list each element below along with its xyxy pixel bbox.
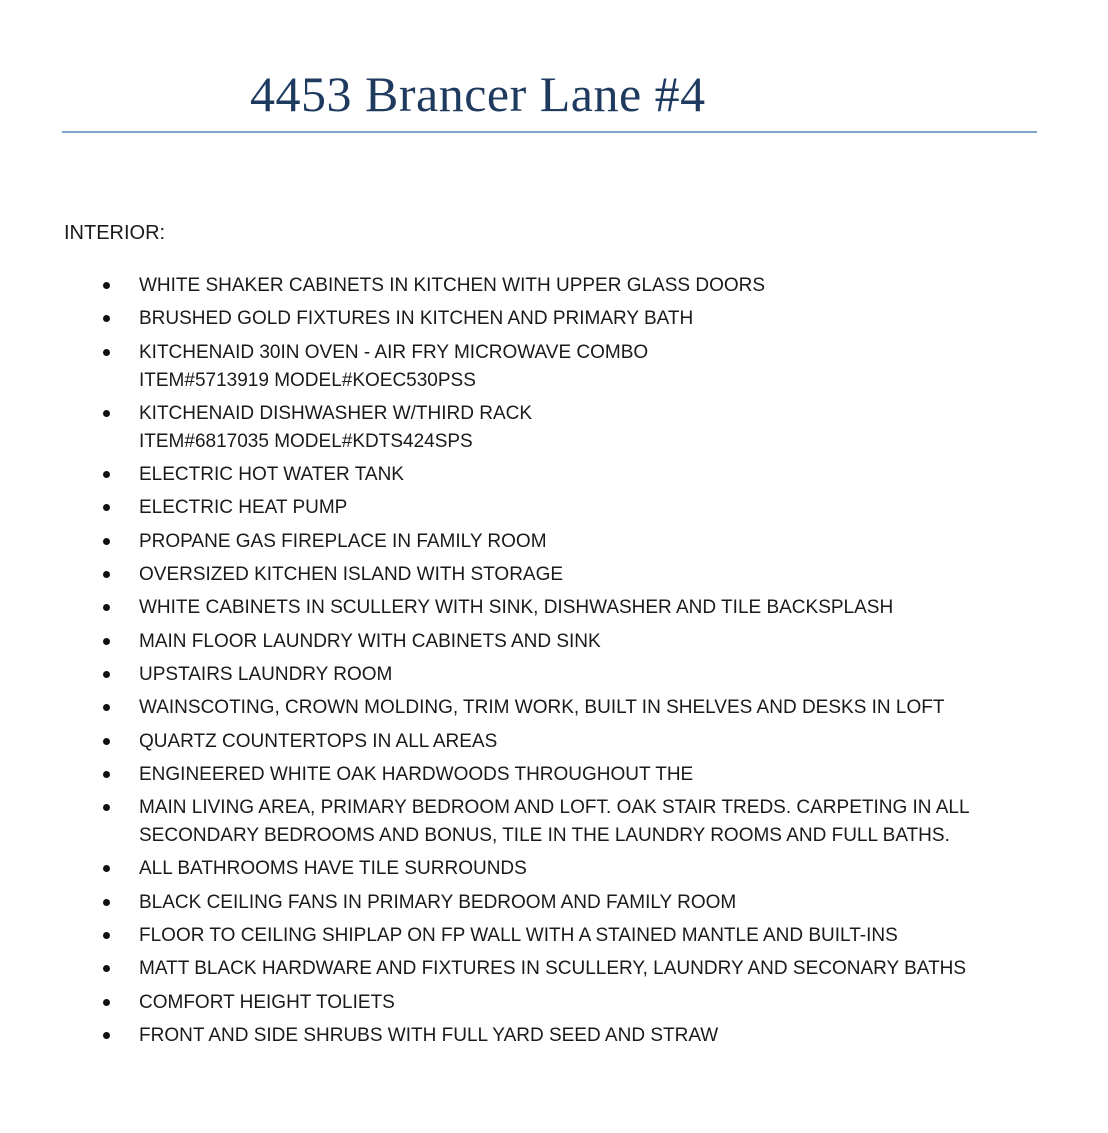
feature-text: OVERSIZED KITCHEN ISLAND WITH STORAGE — [139, 564, 564, 586]
feature-text: KITCHENAID DISHWASHER W/THIRD RACK — [139, 402, 533, 424]
feature-text: SECONDARY BEDROOMS AND BONUS, TILE IN THE LAUNDRY ROOMS AND FULL BATHS. — [139, 825, 950, 847]
feature-text: UPSTAIRS LAUNDRY ROOM — [139, 663, 393, 685]
feature-list-item — [0, 528, 1108, 556]
feature-text: KITCHENAID 30IN OVEN - AIR FRY MICROWAVE COMBO — [139, 341, 649, 363]
feature-text: QUARTZ COUNTERTOPS IN ALL AREAS — [139, 730, 498, 752]
feature-list-item — [0, 1022, 1108, 1050]
feature-text: BLACK CEILING FANS IN PRIMARY BEDROOM AND FAMILY ROOM — [139, 891, 737, 913]
feature-text: MAIN LIVING AREA, PRIMARY BEDROOM AND LOFT. OAK STAIR TREDS. CARPETING IN ALL — [139, 797, 970, 819]
feature-text: WAINSCOTING, CROWN MOLDING, TRIM WORK, BUILT IN SHELVES AND DESKS IN LOFT — [139, 697, 945, 719]
feature-list-item — [0, 761, 1108, 789]
feature-text: ITEM#6817035 MODEL#KDTS424SPS — [139, 430, 473, 452]
feature-list-item — [0, 855, 1108, 883]
feature-text: FLOOR TO CEILING SHIPLAP ON FP WALL WITH A STAINED MANTLE AND BUILT-INS — [139, 925, 898, 947]
feature-list-item — [0, 661, 1108, 689]
feature-text: ALL BATHROOMS HAVE TILE SURROUNDS — [139, 858, 527, 880]
section-heading-interior: INTERIOR: — [64, 222, 166, 244]
feature-list-item — [0, 494, 1108, 522]
feature-text: WHITE CABINETS IN SCULLERY WITH SINK, DISHWASHER AND TILE BACKSPLASH — [139, 597, 894, 619]
feature-list-item — [0, 628, 1108, 656]
feature-text: ELECTRIC HEAT PUMP — [139, 497, 348, 519]
feature-list-item — [0, 728, 1108, 756]
feature-list-item — [0, 989, 1108, 1017]
feature-list-item — [0, 461, 1108, 489]
feature-list-item — [0, 794, 1108, 850]
feature-list-item — [0, 561, 1108, 589]
feature-list-item — [0, 889, 1108, 917]
document-title: 4453 Brancer Lane #4 — [250, 66, 706, 122]
feature-text: FRONT AND SIDE SHRUBS WITH FULL YARD SEED AND STRAW — [139, 1024, 719, 1046]
feature-list-item — [0, 305, 1108, 333]
feature-list-item — [0, 594, 1108, 622]
feature-text: ITEM#5713919 MODEL#KOEC530PSS — [139, 369, 476, 391]
feature-list-item — [0, 339, 1108, 395]
title-underline — [62, 131, 1037, 133]
feature-text: MAIN FLOOR LAUNDRY WITH CABINETS AND SINK — [139, 630, 601, 652]
feature-list-item — [0, 272, 1108, 300]
feature-list-item — [0, 955, 1108, 983]
feature-list-item — [0, 400, 1108, 456]
feature-text: PROPANE GAS FIREPLACE IN FAMILY ROOM — [139, 530, 547, 552]
feature-text: BRUSHED GOLD FIXTURES IN KITCHEN AND PRIMARY BATH — [139, 308, 694, 330]
feature-text: COMFORT HEIGHT TOLIETS — [139, 991, 395, 1013]
feature-text: MATT BLACK HARDWARE AND FIXTURES IN SCULLERY, LAUNDRY AND SECONARY BATHS — [139, 958, 967, 980]
feature-list-item — [0, 922, 1108, 950]
feature-text: WHITE SHAKER CABINETS IN KITCHEN WITH UPPER GLASS DOORS — [139, 275, 766, 296]
feature-list-item — [0, 694, 1108, 722]
feature-text: ELECTRIC HOT WATER TANK — [139, 464, 404, 486]
feature-text: ENGINEERED WHITE OAK HARDWOODS THROUGHOUT THE — [139, 763, 694, 785]
feature-list — [0, 272, 1108, 1055]
